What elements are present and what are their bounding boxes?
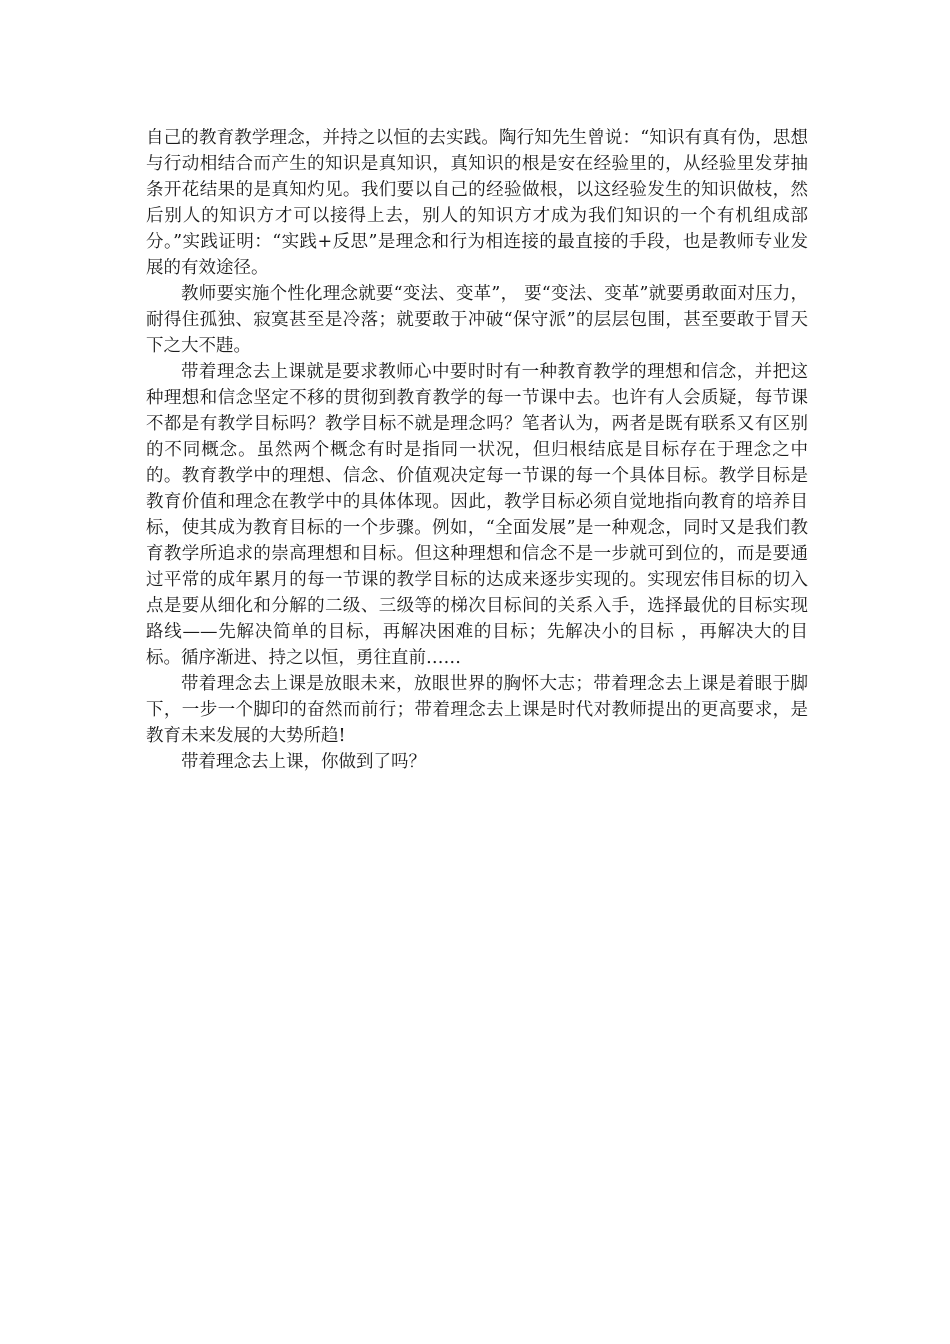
paragraph-continuation: 自己的教育教学理念，并持之以恒的去实践。陶行知先生曾说：“知识有真有伪，思想与行动相结合而产生的知识是真知识，真知识的根是安在经验里的，从经验里发芽抽条开花结果的是真知灼见。我们要以自己的经验做根，以这经验发生的知识做枝，然后别人的知识方才可以接得上去，别人的知识方才成为我们知识的一个有机组成部分。”实践证明：“实践+反思”是理念和行为相连接的最直接的手段，也是教师专业发展的有效途径。 bbox=[146, 128, 808, 278]
paragraph-closing-question: 带着理念去上课，你做到了吗？ bbox=[181, 752, 426, 772]
paragraph-teaching-goals: 带着理念去上课就是要求教师心中要时时有一种教育教学的理想和信念，并把这种理想和信念坚定不移的贯彻到教育教学的每一节课中去。也许有人会质疑，每节课不都是有教学目标吗？教学目标不就是理念吗？笔者认为，两者是既有联系又有区别的不同概念。虽然两个概念有时是指同一状况，但归根结底是目标存在于理念之中的。教育教学中的理想、信念、价值观决定每一节课的每一个具体目标。教学目标是教育价值和理念在教学中的具体体现。因此，教学目标必须自觉地指向教育的培养目标，使其成为教育目标的一个步骤。例如，“全面发展”是一种观念，同时又是我们教育教学所追求的崇高理想和目标。但这种理想和信念不是一步就可到位的，而是要通过平常的成年累月的每一节课的教学目标的达成来逐步实现的。实现宏伟目标的切入点是要从细化和分解的二级、三级等的梯次目标间的关系入手，选择最优的目标实现路线——先解决简单的目标，再解决困难的目标；先解决小的目标 ，再解决大的目标。循序渐进、持之以恒，勇往直前…… bbox=[146, 362, 808, 668]
paragraph-reform: 教师要实施个性化理念就要“变法、变革”， 要“变法、变革”就要勇敢面对压力，耐得住孤独、寂寞甚至是冷落；就要敢于冲破“保守派”的层层包围，甚至要敢于冒天下之大不韪。 bbox=[146, 284, 808, 356]
document-body bbox=[146, 125, 808, 775]
paragraph-vision: 带着理念去上课是放眼未来，放眼世界的胸怀大志；带着理念去上课是着眼于脚下，一步一个脚印的奋然而前行；带着理念去上课是时代对教师提出的更高要求，是教育未来发展的大势所趋! bbox=[146, 674, 808, 746]
